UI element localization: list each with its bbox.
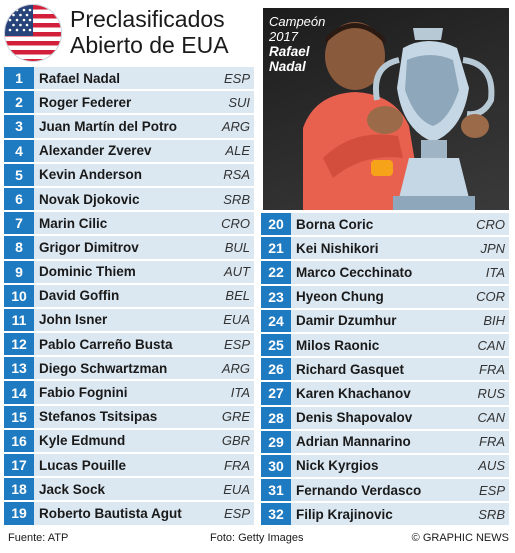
photo-caption (269, 14, 325, 74)
country-code: ITA (485, 264, 505, 280)
seed-number: 17 (4, 454, 34, 476)
player-name: Marco Cecchinato (296, 264, 413, 280)
player-name: Alexander Zverev (39, 143, 152, 159)
seed-row (4, 140, 254, 162)
copyright-text: © GRAPHIC NEWS (411, 532, 509, 544)
player-name: Rafael Nadal (39, 70, 121, 86)
seed-list-left (4, 67, 254, 527)
seed-number: 24 (261, 310, 291, 332)
country-code: CRO (221, 215, 250, 231)
seed-number: 12 (4, 333, 34, 355)
seed-number: 10 (4, 285, 34, 307)
player-name: Richard Gasquet (296, 361, 405, 377)
country-code: ESP (478, 482, 505, 498)
country-code: COR (476, 289, 505, 305)
seed-row (4, 164, 254, 186)
seed-number: 32 (261, 503, 291, 525)
seed-number: 3 (4, 115, 34, 137)
source-text: Fuente: ATP (8, 532, 69, 544)
country-code: FRA (479, 361, 505, 377)
country-code: AUT (224, 264, 250, 280)
player-name: Filip Krajinovic (296, 506, 393, 522)
caption-name-first: Rafael (269, 44, 310, 59)
seed-number: 30 (261, 455, 291, 477)
seed-row (261, 382, 509, 404)
seed-number: 7 (4, 212, 34, 234)
country-code: ESP (223, 505, 250, 521)
player-name: Pablo Carreño Busta (39, 336, 173, 352)
seed-list-right (261, 213, 509, 527)
seed-number: 21 (261, 237, 291, 259)
country-code: CAN (477, 337, 505, 353)
header (0, 0, 258, 64)
caption-year: 2017 (269, 29, 298, 44)
country-code: EUA (223, 481, 250, 497)
player-name: Milos Raonic (296, 337, 380, 353)
seed-row (261, 261, 509, 283)
player-name: Novak Djokovic (39, 191, 140, 207)
seed-number: 31 (261, 479, 291, 501)
player-name: Kyle Edmund (39, 433, 126, 449)
country-code: ARG (221, 118, 250, 134)
seed-number: 25 (261, 334, 291, 356)
player-name: Hyeon Chung (296, 289, 384, 305)
seed-row (261, 310, 509, 332)
seed-number: 15 (4, 406, 34, 428)
country-code: SRB (478, 506, 505, 522)
player-name: Roger Federer (39, 94, 132, 110)
player-name: Marin Cilic (39, 215, 108, 231)
seed-row (261, 334, 509, 356)
country-code: BEL (225, 288, 250, 304)
player-name: Roberto Bautista Agut (39, 505, 182, 521)
seed-row (261, 503, 509, 525)
footer (4, 528, 511, 550)
country-code: RSA (223, 167, 250, 183)
seed-row (4, 91, 254, 113)
seed-row (4, 381, 254, 403)
player-name: Lucas Pouille (39, 457, 127, 473)
country-code: BIH (483, 313, 505, 329)
seed-number: 20 (261, 213, 291, 235)
seed-number: 4 (4, 140, 34, 162)
seed-row (4, 285, 254, 307)
country-code: ALE (225, 143, 250, 159)
seed-number: 23 (261, 286, 291, 308)
player-name: Nick Kyrgios (296, 458, 379, 474)
country-code: ESP (223, 336, 250, 352)
seed-number: 16 (4, 430, 34, 452)
seed-row (4, 406, 254, 428)
seed-row (261, 479, 509, 501)
seed-number: 28 (261, 407, 291, 429)
player-name: Kei Nishikori (296, 240, 379, 256)
seed-row (4, 502, 254, 524)
seed-row (4, 430, 254, 452)
photo-credit: Foto: Getty Images (210, 532, 304, 544)
seed-row (261, 358, 509, 380)
seed-row (261, 455, 509, 477)
seed-number: 19 (4, 502, 34, 524)
country-code: FRA (224, 457, 250, 473)
title-line-2: Abierto de EUA (70, 32, 229, 58)
seed-row (4, 212, 254, 234)
country-code: EUA (223, 312, 250, 328)
seed-number: 26 (261, 358, 291, 380)
player-name: Stefanos Tsitsipas (39, 409, 158, 425)
country-code: GRE (221, 409, 250, 425)
country-code: AUS (478, 458, 505, 474)
seed-row (4, 236, 254, 258)
page-title (70, 6, 229, 58)
seed-row (4, 333, 254, 355)
seed-row (261, 237, 509, 259)
seed-number: 29 (261, 431, 291, 453)
seed-number: 18 (4, 478, 34, 500)
seed-number: 22 (261, 261, 291, 283)
player-name: Denis Shapovalov (296, 410, 413, 426)
player-name: David Goffin (39, 288, 120, 304)
seed-number: 1 (4, 67, 34, 89)
seed-number: 11 (4, 309, 34, 331)
seed-number: 5 (4, 164, 34, 186)
player-name: Dominic Thiem (39, 264, 136, 280)
player-name: Fernando Verdasco (296, 482, 422, 498)
seed-number: 6 (4, 188, 34, 210)
player-name: Fabio Fognini (39, 385, 128, 401)
title-line-1: Preclasificados (70, 6, 225, 32)
seed-number: 2 (4, 91, 34, 113)
seed-row (4, 357, 254, 379)
caption-champion: Campeón (269, 14, 326, 29)
seed-row (4, 67, 254, 89)
player-name: Kevin Anderson (39, 167, 143, 183)
seed-row (4, 261, 254, 283)
player-name: Borna Coric (296, 216, 374, 232)
caption-name-last: Nadal (269, 59, 306, 74)
country-code: BUL (224, 239, 250, 255)
usa-flag-icon (4, 4, 62, 62)
country-code: CAN (477, 410, 505, 426)
country-code: RUS (477, 385, 505, 401)
country-code: SRB (223, 191, 250, 207)
country-code: ARG (221, 360, 250, 376)
seed-row (261, 213, 509, 235)
country-code: FRA (479, 434, 505, 450)
country-code: ITA (230, 385, 250, 401)
country-code: SUI (228, 94, 250, 110)
player-name: Diego Schwartzman (39, 360, 168, 376)
seed-number: 9 (4, 261, 34, 283)
player-name: John Isner (39, 312, 108, 328)
seed-number: 13 (4, 357, 34, 379)
seed-row (4, 454, 254, 476)
country-code: JPN (480, 240, 505, 256)
country-code: CRO (476, 216, 505, 232)
seed-number: 27 (261, 382, 291, 404)
seed-row (4, 188, 254, 210)
player-name: Karen Khachanov (296, 385, 411, 401)
player-name: Grigor Dimitrov (39, 239, 139, 255)
player-name: Damir Dzumhur (296, 313, 397, 329)
seed-number: 8 (4, 236, 34, 258)
seed-number: 14 (4, 381, 34, 403)
champion-photo (263, 8, 509, 210)
seed-row (261, 286, 509, 308)
player-name: Adrian Mannarino (296, 434, 411, 450)
country-code: ESP (223, 70, 250, 86)
seed-row (4, 115, 254, 137)
player-name: Juan Martín del Potro (39, 118, 178, 134)
player-name: Jack Sock (39, 481, 106, 497)
seed-row (261, 407, 509, 429)
seed-row (4, 478, 254, 500)
seed-row (261, 431, 509, 453)
seed-row (4, 309, 254, 331)
country-code: GBR (221, 433, 250, 449)
